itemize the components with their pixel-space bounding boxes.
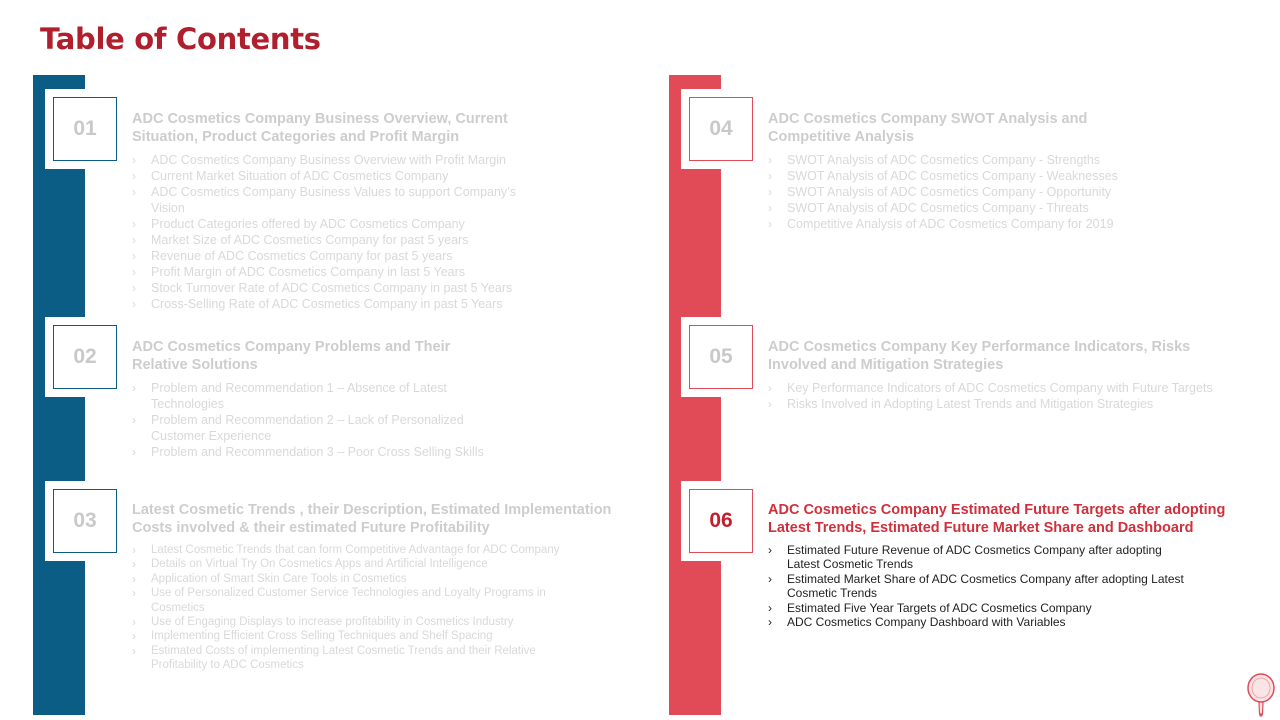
list-item[interactable]: › Key Performance Indicators of ADC Cosmetics Company with Future Targets (768, 381, 1213, 395)
chevron-right-icon: › (132, 445, 136, 459)
section-number-02[interactable]: 02 (45, 317, 125, 397)
list-item[interactable]: › Details on Virtual Try On Cosmetics Apps and Artificial Intelligence (132, 557, 488, 572)
chevron-right-icon: › (132, 281, 136, 295)
chevron-right-icon: › (132, 413, 136, 427)
chevron-right-icon: › (768, 185, 772, 199)
section-title: ADC Cosmetics Company Key Performance Indicators, Risks Involved and Mitigation Strategies (768, 339, 1191, 373)
chevron-right-icon: › (768, 600, 772, 615)
list-item[interactable]: › Estimated Five Year Targets of ADC Cosmetics Company (768, 600, 1092, 615)
list-item[interactable]: › Cross-Selling Rate of ADC Cosmetics Company in past 5 Years (132, 297, 503, 311)
list-item[interactable]: › Estimated Costs of implementing Latest Cosmetic Trends and their Relative Profitability to ADC Cosmetics (132, 643, 536, 672)
list-item[interactable]: › Revenue of ADC Cosmetics Company for past 5 years (132, 249, 453, 263)
section-items (768, 543, 1188, 629)
section-number-03[interactable]: 03 (45, 481, 125, 561)
chevron-right-icon: › (132, 185, 136, 199)
chevron-right-icon: › (132, 265, 136, 279)
chevron-right-icon: › (768, 571, 772, 586)
list-item[interactable]: › Implementing Efficient Cross Selling Techniques and Shelf Spacing (132, 629, 493, 644)
chevron-right-icon: › (132, 297, 136, 311)
section-items (768, 152, 1238, 232)
toc-section-01[interactable] (132, 110, 532, 312)
chevron-right-icon: › (768, 397, 772, 411)
chevron-right-icon: › (132, 629, 136, 644)
section-items (132, 380, 492, 460)
chevron-right-icon: › (132, 557, 136, 572)
list-item[interactable]: › SWOT Analysis of ADC Cosmetics Company - Threats (768, 201, 1089, 215)
toc-section-05[interactable] (768, 338, 1248, 412)
list-item[interactable]: › SWOT Analysis of ADC Cosmetics Company - Opportunity (768, 185, 1112, 199)
chevron-right-icon: › (768, 201, 772, 215)
mirror-logo-icon (1244, 672, 1278, 718)
toc-section-02[interactable] (132, 338, 512, 460)
section-title: ADC Cosmetics Company SWOT Analysis and Competitive Analysis (768, 111, 1088, 145)
chevron-right-icon: › (132, 153, 136, 167)
list-item[interactable]: › Application of Smart Skin Care Tools in Cosmetics (132, 571, 407, 586)
list-item[interactable]: › Latest Cosmetic Trends that can form Competitive Advantage for ADC Company (132, 543, 560, 557)
chevron-right-icon: › (132, 543, 136, 557)
section-title: Latest Cosmetic Trends , their Description, Estimated Implementation Costs involved & their estimated Future Profitability (132, 502, 612, 536)
toc-section-04[interactable] (768, 110, 1238, 232)
section-items (132, 152, 532, 312)
list-item[interactable]: › Profit Margin of ADC Cosmetics Company in last 5 Years (132, 265, 466, 279)
list-item[interactable]: › Use of Personalized Customer Service Technologies and Loyalty Programs in Cosmetics (132, 586, 546, 614)
list-item[interactable]: › Estimated Market Share of ADC Cosmetics Company after adopting Latest Cosmetic Trends (768, 571, 1184, 601)
list-item[interactable]: › Market Size of ADC Cosmetics Company for past 5 years (132, 233, 469, 247)
chevron-right-icon: › (768, 543, 772, 557)
chevron-right-icon: › (132, 169, 136, 183)
section-title: ADC Cosmetics Company Problems and Their Relative Solutions (132, 339, 451, 373)
list-item[interactable]: › SWOT Analysis of ADC Cosmetics Company - Weaknesses (768, 169, 1118, 183)
list-item[interactable]: › Problem and Recommendation 1 – Absence of Latest Technologies (132, 381, 448, 411)
chevron-right-icon: › (132, 643, 136, 658)
section-number-05[interactable]: 05 (681, 317, 761, 397)
toc-section-03[interactable] (132, 501, 612, 673)
section-items (132, 543, 572, 673)
chevron-right-icon: › (132, 615, 136, 630)
list-item[interactable]: › SWOT Analysis of ADC Cosmetics Company - Strengths (768, 153, 1101, 167)
chevron-right-icon: › (768, 153, 772, 167)
chevron-right-icon: › (768, 615, 772, 630)
toc-section-06[interactable] (768, 501, 1248, 629)
chevron-right-icon: › (132, 586, 136, 601)
chevron-right-icon: › (768, 217, 772, 231)
list-item[interactable]: › Estimated Future Revenue of ADC Cosmetics Company after adopting Latest Cosmetic Trends (768, 543, 1162, 572)
chevron-right-icon: › (132, 571, 136, 586)
list-item[interactable]: › ADC Cosmetics Company Business Overview with Profit Margin (132, 153, 506, 167)
list-item[interactable]: › Problem and Recommendation 3 – Poor Cross Selling Skills (132, 445, 484, 459)
list-item[interactable]: › Use of Engaging Displays to increase profitability in Cosmetics Industry (132, 615, 514, 630)
section-number-04[interactable]: 04 (681, 89, 761, 169)
list-item[interactable]: › Competitive Analysis of ADC Cosmetics Company for 2019 (768, 217, 1114, 231)
list-item[interactable]: › Problem and Recommendation 2 – Lack of Personalized Customer Experience (132, 413, 464, 443)
chevron-right-icon: › (132, 233, 136, 247)
chevron-right-icon: › (132, 217, 136, 231)
page-title: Table of Contents (40, 22, 321, 56)
section-number-01[interactable]: 01 (45, 89, 125, 169)
chevron-right-icon: › (768, 169, 772, 183)
list-item[interactable]: › Current Market Situation of ADC Cosmetics Company (132, 169, 449, 183)
list-item[interactable]: › ADC Cosmetics Company Dashboard with Variables (768, 615, 1066, 630)
section-title: ADC Cosmetics Company Business Overview, Current Situation, Product Categories and Profit Margin (132, 111, 508, 145)
chevron-right-icon: › (768, 381, 772, 395)
list-item[interactable]: › Product Categories offered by ADC Cosmetics Company (132, 217, 465, 231)
list-item[interactable]: › Risks Involved in Adopting Latest Trends and Mitigation Strategies (768, 397, 1154, 411)
section-title: ADC Cosmetics Company Estimated Future Targets after adopting Latest Trends, Estimated Future Market Share and Dashboard (768, 502, 1226, 536)
section-number-06[interactable]: 06 (681, 481, 761, 561)
list-item[interactable]: › Stock Turnover Rate of ADC Cosmetics Company in past 5 Years (132, 281, 513, 295)
section-items (768, 380, 1248, 412)
list-item[interactable]: › ADC Cosmetics Company Business Values to support Company’s Vision (132, 185, 516, 215)
chevron-right-icon: › (132, 249, 136, 263)
chevron-right-icon: › (132, 381, 136, 395)
